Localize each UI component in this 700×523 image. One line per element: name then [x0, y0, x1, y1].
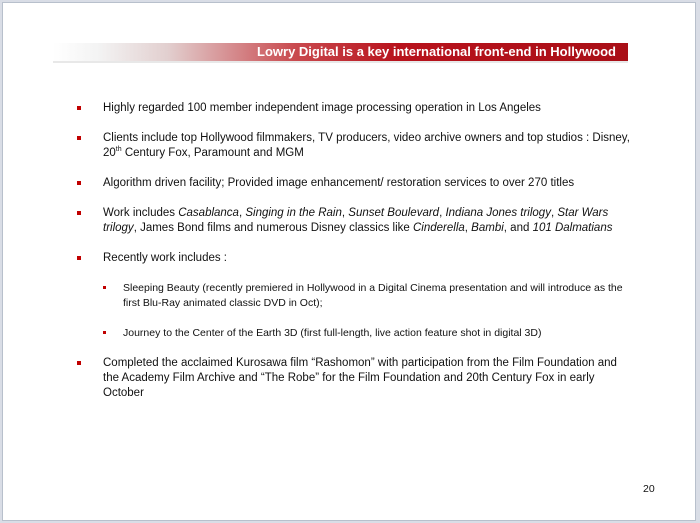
bullet-text: Algorithm driven facility; Provided image enhancement/ restoration services to over 270 titles [103, 177, 575, 189]
bullet-icon [77, 181, 81, 185]
sub-bullet-text: Sleeping Beauty (recently premiered in Hollywood in a Digital Cinema presentation and will introduce as the first Blu-Ray animated classic DVD in Oct); [123, 282, 623, 309]
title-divider [53, 61, 628, 63]
bullet-icon [103, 286, 106, 289]
film-title: Cinderella [413, 222, 465, 234]
bullet-icon [77, 256, 81, 260]
bullet-text: Completed the acclaimed Kurosawa film “Rashomon” with participation from the Film Foundation and the Academy Film Archive and “The Robe” for the Film Foundation and 20th Century Fox in early October [103, 357, 617, 399]
bullet-icon [77, 136, 81, 140]
bullet-item [73, 251, 633, 266]
bullet-icon [77, 361, 81, 365]
page-number: 20 [643, 483, 655, 495]
film-title: 101 Dalmatians [532, 222, 613, 234]
film-title: Casablanca [178, 207, 239, 219]
bullet-text: Recently work includes : [103, 252, 227, 264]
bullet-icon [77, 211, 81, 215]
title-banner [53, 43, 628, 61]
bullet-text: Clients include top Hollywood filmmakers, TV producers, video archive owners and top studios : Disney, 20th Century Fox, Paramount and MGM [103, 132, 630, 159]
bullet-text: Work includes Casablanca, Singing in the Rain, Sunset Boulevard, Indiana Jones trilogy, Star Wars trilogy, James Bond films and numerous Disney classics like Cinderella, Bambi, and 101 Dalmatians [103, 207, 613, 234]
sub-bullet-item [73, 281, 633, 311]
sub-bullet-item [73, 326, 633, 341]
bullet-item [73, 206, 633, 236]
bullet-item [73, 356, 633, 401]
film-title: Bambi [471, 222, 504, 234]
bullet-item [73, 101, 633, 116]
bullet-icon [77, 106, 81, 110]
film-title: Singing in the Rain [245, 207, 342, 219]
bullet-item [73, 176, 633, 191]
bullet-item [73, 131, 633, 161]
slide [2, 2, 696, 521]
bullet-text: Highly regarded 100 member independent image processing operation in Los Angeles [103, 102, 541, 114]
bullet-icon [103, 331, 106, 334]
sub-bullet-text: Journey to the Center of the Earth 3D (first full-length, live action feature shot in digital 3D) [123, 327, 542, 339]
slide-title: Lowry Digital is a key international front-end in Hollywood [257, 44, 616, 59]
film-title: Star Wars trilogy [103, 207, 609, 234]
bullet-list [73, 101, 633, 416]
film-title: Indiana Jones trilogy [445, 207, 551, 219]
film-title: Sunset Boulevard [348, 207, 440, 219]
